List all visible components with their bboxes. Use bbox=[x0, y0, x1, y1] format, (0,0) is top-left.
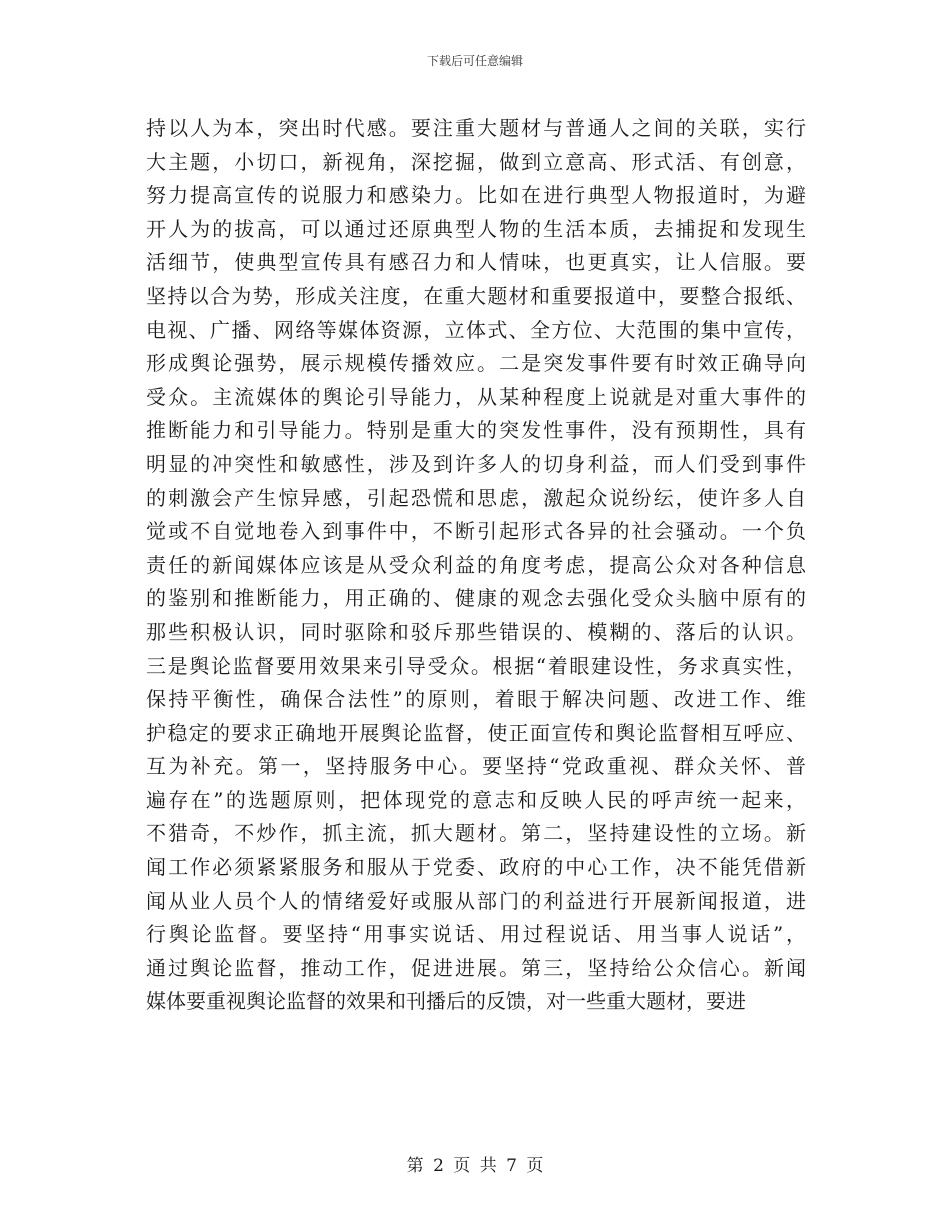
text-line: 护稳定的要求正确地开展舆论监督，使正面宣传和舆论监督相互呼应、 bbox=[146, 720, 806, 745]
text-line: 努力提高宣传的说服力和感染力。比如在进行典型人物报道时，为避 bbox=[146, 183, 806, 208]
text-line: 坚持以合为势，形成关注度，在重大题材和重要报道中，要整合报纸、 bbox=[146, 283, 806, 308]
text-line: 通过舆论监督，推动工作，促进进展。第三，坚持给公众信心。新闻 bbox=[146, 955, 806, 980]
text-line: 形成舆论强势，展示规模传播效应。二是突发事件要有时效正确导向 bbox=[146, 351, 806, 376]
text-line: 行舆论监督。要坚持“用事实说话、用过程说话、用当事人说话”， bbox=[146, 922, 806, 947]
body-text bbox=[146, 112, 806, 1019]
text-line: 受众。主流媒体的舆论引导能力，从某种程度上说就是对重大事件的 bbox=[146, 384, 806, 409]
text-line: 不猎奇，不炒作，抓主流，抓大题材。第二，坚持建设性的立场。新 bbox=[146, 821, 806, 846]
text-line: 觉或不自觉地卷入到事件中，不断引起形式各异的社会骚动。一个负 bbox=[146, 519, 806, 544]
text-line: 媒体要重视舆论监督的效果和刊播后的反馈，对一些重大题材，要进 bbox=[146, 989, 746, 1014]
text-line: 遍存在”的选题原则，把体现党的意志和反映人民的呼声统一起来， bbox=[146, 787, 806, 812]
text-line: 的刺激会产生惊异感，引起恐慌和思虑，激起众说纷纭，使许多人自 bbox=[146, 485, 806, 510]
text-line: 的鉴别和推断能力，用正确的、健康的观念去强化受众头脑中原有的 bbox=[146, 586, 806, 611]
text-line: 大主题，小切口，新视角，深挖掘，做到立意高、形式活、有创意， bbox=[146, 149, 806, 174]
text-line: 那些积极认识，同时驱除和驳斥那些错误的、模糊的、落后的认识。 bbox=[146, 619, 806, 644]
text-line: 三是舆论监督要用效果来引导受众。根据“着眼建设性，务求真实性， bbox=[146, 653, 806, 678]
text-line: 闻从业人员个人的情绪爱好或服从部门的利益进行开展新闻报道，进 bbox=[146, 888, 806, 913]
text-line: 责任的新闻媒体应该是从受众利益的角度考虑，提高公众对各种信息 bbox=[146, 552, 806, 577]
text-line: 电视、广播、网络等媒体资源，立体式、全方位、大范围的集中宣传， bbox=[146, 317, 806, 342]
text-line: 推断能力和引导能力。特别是重大的突发性事件，没有预期性，具有 bbox=[146, 418, 806, 443]
page-header: 下载后可任意编辑 bbox=[426, 54, 523, 68]
text-line: 明显的冲突性和敏感性，涉及到许多人的切身利益，而人们受到事件 bbox=[146, 451, 806, 476]
text-line: 开人为的拔高，可以通过还原典型人物的生活本质，去捕捉和发现生 bbox=[146, 216, 806, 241]
text-line: 活细节，使典型宣传具有感召力和人情味，也更真实，让人信服。要 bbox=[146, 250, 806, 275]
text-line: 持以人为本，突出时代感。要注重大题材与普通人之间的关联，实行 bbox=[146, 116, 806, 140]
text-line: 保持平衡性，确保合法性”的原则，着眼于解决问题、改进工作、维 bbox=[146, 687, 806, 712]
text-line: 互为补充。第一，坚持服务中心。要坚持“党政重视、群众关怀、普 bbox=[146, 754, 806, 779]
page-number: 第 2 页 共 7 页 bbox=[406, 1156, 544, 1176]
text-line: 闻工作必须紧紧服务和服从于党委、政府的中心工作，决不能凭借新 bbox=[146, 855, 806, 880]
